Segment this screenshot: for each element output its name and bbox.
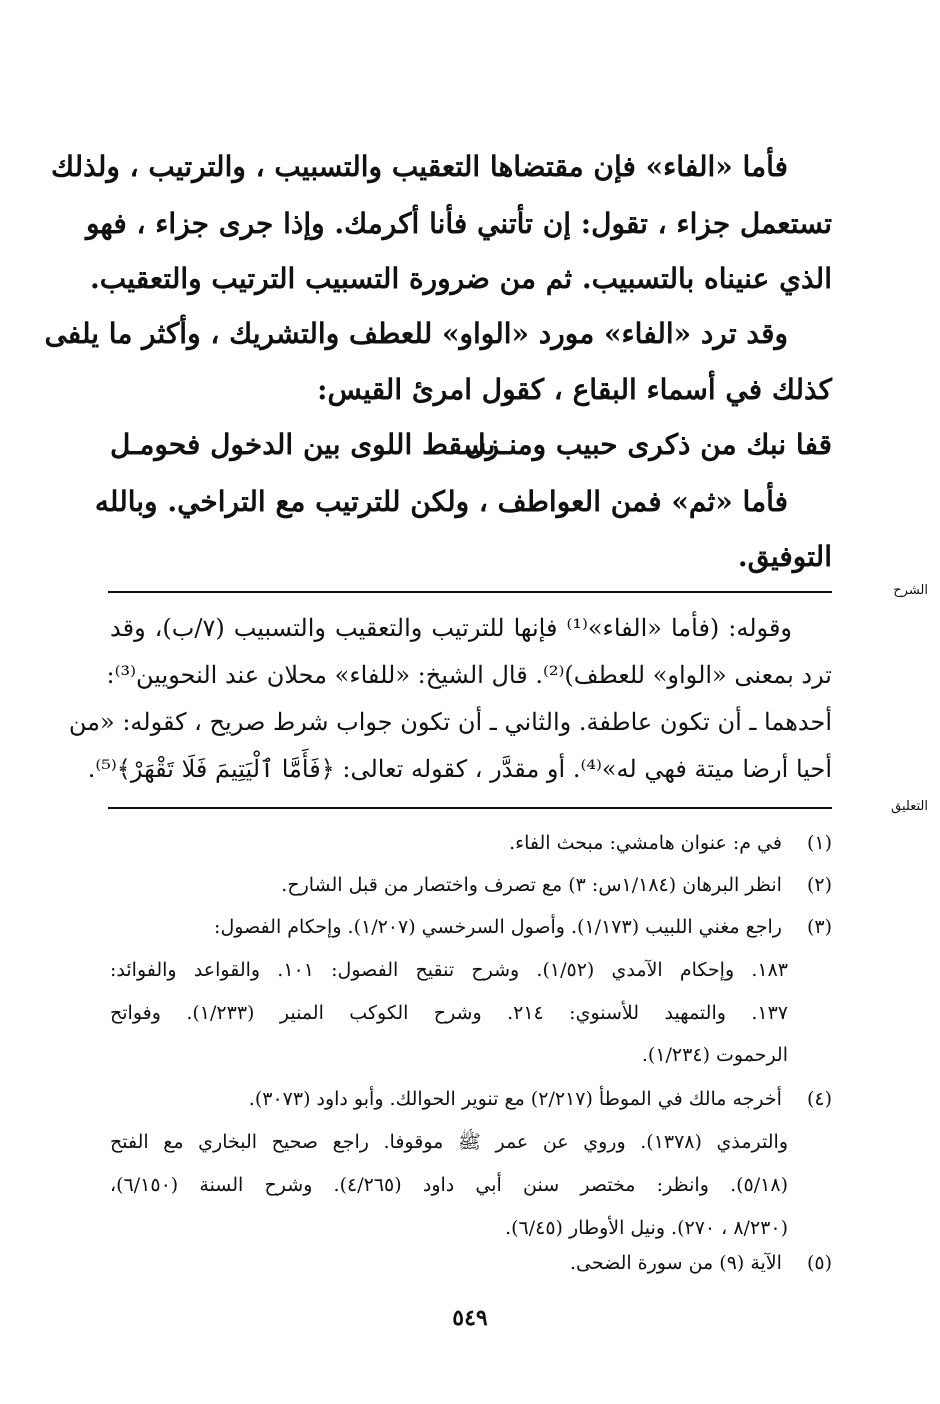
commentary-line: ترد بمعنى «الواو» للعطف)⁽²⁾. قال الشيخ: «للفاء» محلان عند النحويين⁽³⁾: — [106, 661, 832, 689]
footnote-line: (٥/١٨). وانظر: مختصر سنن أبي داود (٤/٢٦٥). وشرح السنة (٦/١٥٠)، — [110, 1174, 788, 1196]
verse-first-hemistich: قفا نبك من ذكرى حبيب ومنـزل — [465, 428, 832, 461]
commentary-line: أحيا أرضا ميتة فهي له»⁽⁴⁾. أو مقدَّر ، كقوله تعالى: ﴿فَأَمَّا ٱلْيَتِيمَ فَلَا تَقْهَرْ﴾⁽⁵⁾. — [87, 755, 832, 783]
footnote-line: ١٣٧. والتمهيد للأسنوي: ٢١٤. وشرح الكوكب المنير (١/٢٣٣). وفواتح — [110, 1002, 788, 1024]
footnote-number: (٣) — [806, 916, 832, 938]
footnote-text: راجع مغني اللبيب (١/١٧٣). وأصول السرخسي (١/٢٠٧). وإحكام الفصول: — [214, 916, 782, 938]
footnote-number: (٤) — [806, 1088, 832, 1110]
footnote-line — [110, 912, 832, 942]
footnote-number: (٢) — [806, 874, 832, 896]
footnote-text: في م: عنوان هامشي: مبحث الفاء. — [509, 832, 782, 854]
notes-divider — [108, 807, 832, 809]
footnote-line: ١٨٣. وإحكام الآمدي (١/٥٢). وشرح تنقيح الفصول: ١٠١. والقواعد والفوائد: — [110, 959, 788, 981]
main-line: التوفيق. — [737, 540, 832, 573]
footnote-line: (٨/٢٣٠ ، ٢٧٠). ونيل الأوطار (٦/٤٥). — [505, 1217, 788, 1239]
main-line: تستعمل جزاء ، تقول: إن تأتني فأنا أكرمك. وإذا جرى جزاء ، فهو — [85, 207, 832, 240]
footnote-line — [110, 828, 832, 858]
commentary-line: أحدهما ـ أن تكون عاطفة. والثاني ـ أن تكون جواب شرط صريح ، كقوله: «من — [68, 708, 832, 736]
footnote-text: الآية (٩) من سورة الضحى. — [569, 1252, 782, 1274]
page-number: ٥٤٩ — [452, 1305, 488, 1331]
main-line: الذي عنيناه بالتسبيب. ثم من ضرورة التسبيب الترتيب والتعقيب. — [90, 262, 832, 295]
footnote-number: (٥) — [806, 1252, 832, 1274]
footnote-line: الرحموت (١/٢٣٤). — [641, 1044, 788, 1066]
footnote-line: والترمذي (١٣٧٨). وروي عن عمر ﷺ موقوفا. راجع صحيح البخاري مع الفتح — [110, 1131, 788, 1153]
main-line: فأما «ثم» فمن العواطف ، ولكن للترتيب مع التراخي. وبالله — [94, 485, 788, 518]
main-line: فأما «الفاء» فإن مقتضاها التعقيب والتسبيب ، والترتيب ، ولذلك — [51, 150, 788, 183]
main-line: وقد ترد «الفاء» مورد «الواو» للعطف والتشريك ، وأكثر ما يلفى — [44, 317, 788, 350]
verse-second-hemistich: بسقط اللوى بين الدخول فحومـل — [110, 428, 496, 461]
poem-verse — [110, 425, 832, 465]
footnote-line — [110, 1084, 832, 1114]
commentary-label: الشرح — [893, 583, 928, 598]
commentary-divider — [108, 591, 832, 593]
main-line: كذلك في أسماء البقاع ، كقول امرئ القيس: — [317, 373, 832, 406]
footnote-line — [110, 1248, 832, 1278]
notes-label: التعليق — [891, 799, 928, 814]
footnote-text: انظر البرهان (١/١٨٤س: ٣) مع تصرف واختصار من قبل الشارح. — [281, 874, 782, 896]
footnote-line — [110, 870, 832, 900]
footnote-number: (١) — [806, 832, 832, 854]
footnote-text: أخرجه مالك في الموطأ (٢/٢١٧) مع تنوير الحوالك. وأبو داود (٣٠٧٣). — [248, 1088, 782, 1110]
commentary-line: وقوله: (فأما «الفاء»⁽¹⁾ فإنها للترتيب والتعقيب والتسبيب (٧/ب)، وقد — [110, 614, 793, 642]
